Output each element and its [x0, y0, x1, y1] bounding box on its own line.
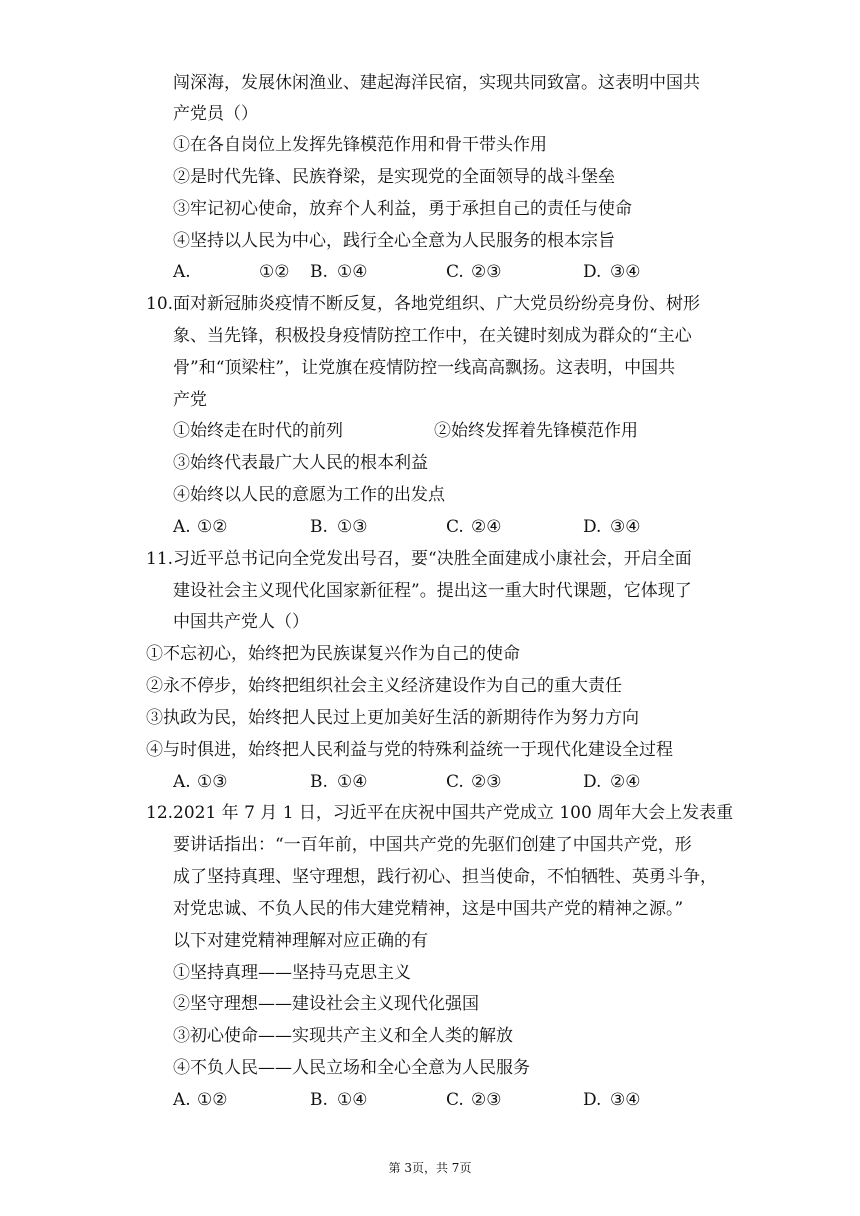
q9-stem-line: 产党员（）	[173, 104, 258, 124]
q9-option-a: ①②	[259, 262, 290, 282]
q12-number: 12.	[146, 803, 174, 823]
q12-option-b: ①④	[337, 1090, 368, 1110]
q9-statement-3: ③牢记初心使命，放弃个人利益，勇于承担自己的责任与使命	[173, 199, 632, 219]
q11-option-a-label: A.	[173, 772, 191, 792]
q11-option-a: ①③	[197, 772, 228, 792]
q12-option-c: ②③	[471, 1090, 502, 1110]
q10-statement-2: ②始终发挥着先锋模范作用	[434, 421, 638, 441]
q9-stem-line: 闯深海，发展休闲渔业、建起海洋民宿，实现共同致富。这表明中国共	[173, 73, 700, 93]
q11-option-c-label: C.	[446, 772, 464, 792]
q10-option-a-label: A.	[173, 517, 191, 537]
q11-statement-1: ①不忘初心，始终把为民族谋复兴作为自己的使命	[146, 644, 520, 664]
q12-stem-line: 以下对建党精神理解对应正确的有	[173, 931, 428, 951]
q10-statement-1: ①始终走在时代的前列	[173, 421, 343, 441]
q10-statement-3: ③始终代表最广大人民的根本利益	[173, 453, 428, 473]
q9-statement-1: ①在各自岗位上发挥先锋模范作用和骨干带头作用	[173, 135, 547, 155]
q9-option-a-label: A.	[173, 262, 191, 282]
q10-option-b-label: B.	[310, 517, 328, 537]
q12-option-d-label: D.	[583, 1090, 602, 1110]
q12-option-c-label: C.	[446, 1090, 464, 1110]
q10-option-c: ②④	[471, 517, 502, 537]
q9-statement-4: ④坚持以人民为中心，践行全心全意为人民服务的根本宗旨	[173, 231, 615, 251]
q10-stem-line: 骨”和“顶梁柱”，让党旗在疫情防控一线高高飘扬。这表明，中国共	[173, 358, 676, 378]
q10-option-a: ①②	[197, 517, 228, 537]
q12-statement-1: ①坚持真理——坚持马克思主义	[173, 963, 411, 983]
q12-option-d: ③④	[610, 1090, 641, 1110]
q11-option-d-label: D.	[583, 772, 602, 792]
q11-option-d: ②④	[610, 772, 641, 792]
q11-option-b-label: B.	[310, 772, 328, 792]
q10-stem-line: 象、当先锋，积极投身疫情防控工作中，在关键时刻成为群众的“主心	[173, 326, 692, 346]
q12-statement-3: ③初心使命——实现共产主义和全人类的解放	[173, 1026, 513, 1046]
q12-statement-4: ④不负人民——人民立场和全心全意为人民服务	[173, 1058, 530, 1078]
q9-option-c: ②③	[471, 262, 502, 282]
q12-stem-line: 成了坚持真理、坚守理想，践行初心、担当使命，不怕牺牲、英勇斗争，	[173, 867, 717, 887]
q9-option-b: ①④	[337, 262, 368, 282]
q9-option-d: ③④	[610, 262, 641, 282]
q10-statement-4: ④始终以人民的意愿为工作的出发点	[173, 485, 445, 505]
page-footer: 第 3页，共 7页	[388, 1161, 472, 1175]
q10-number: 10.	[146, 294, 174, 314]
q11-stem-line: 习近平总书记向全党发出号召，要“决胜全面建成小康社会，开启全面	[173, 549, 692, 569]
q12-stem-line: 2021 年 7 月 1 日，习近平在庆祝中国共产党成立 100 周年大会上发表重	[173, 803, 734, 823]
q12-stem-line: 要讲话指出：“一百年前，中国共产党的先驱们创建了中国共产党，形	[173, 835, 692, 855]
q9-statement-2: ②是时代先锋、民族脊梁，是实现党的全面领导的战斗堡垒	[173, 167, 615, 187]
q10-option-d: ③④	[610, 517, 641, 537]
q10-stem-line: 面对新冠肺炎疫情不断反复，各地党组织、广大党员纷纷亮身份、树形	[173, 294, 700, 314]
q10-stem-line: 产党	[173, 390, 207, 410]
q9-option-d-label: D.	[583, 262, 602, 282]
q11-statement-3: ③执政为民，始终把人民过上更加美好生活的新期待作为努力方向	[146, 708, 639, 728]
q9-option-b-label: B.	[310, 262, 328, 282]
q11-option-c: ②③	[471, 772, 502, 792]
q12-option-a-label: A.	[173, 1090, 191, 1110]
q10-option-d-label: D.	[583, 517, 602, 537]
q11-stem-line: 建设社会主义现代化国家新征程”。提出这一重大时代课题，它体现了	[173, 581, 692, 601]
q11-statement-2: ②永不停步，始终把组织社会主义经济建设作为自己的重大责任	[146, 676, 622, 696]
q11-option-b: ①④	[337, 772, 368, 792]
q10-option-c-label: C.	[446, 517, 464, 537]
q12-option-b-label: B.	[310, 1090, 328, 1110]
q12-statement-2: ②坚守理想——建设社会主义现代化强国	[173, 994, 479, 1014]
q11-stem-line: 中国共产党人（）	[173, 612, 309, 632]
q9-option-c-label: C.	[446, 262, 464, 282]
q12-option-a: ①②	[197, 1090, 228, 1110]
q11-statement-4: ④与时俱进，始终把人民利益与党的特殊利益统一于现代化建设全过程	[146, 740, 673, 760]
q11-number: 11.	[146, 549, 174, 569]
q10-option-b: ①③	[337, 517, 368, 537]
q12-stem-line: 对党忠诚、不负人民的伟大建党精神，这是中国共产党的精神之源。”	[173, 899, 684, 919]
